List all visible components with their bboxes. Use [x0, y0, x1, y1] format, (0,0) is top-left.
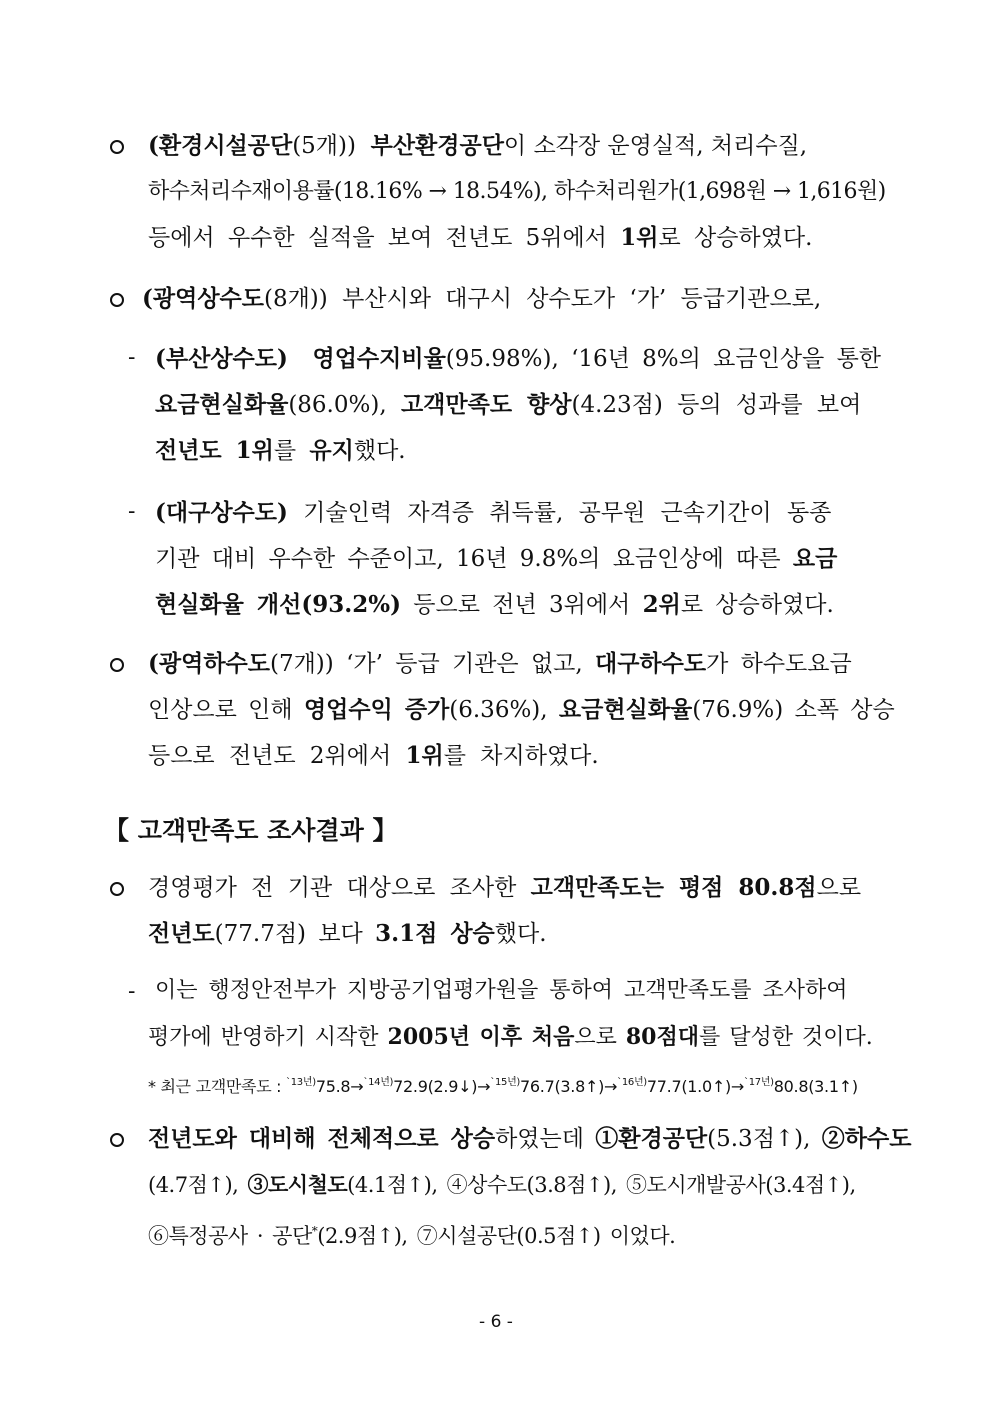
satisfaction-p3-line-3	[148, 1216, 675, 1251]
text: 인상으로 인해	[148, 697, 304, 723]
water-count: (8개))	[263, 286, 328, 312]
text: (4.1점↑), ④상수도(3.8점↑), ⑤도시개발공사(3.4점↑),	[347, 1173, 856, 1197]
sewer-line-2	[148, 695, 895, 725]
year: `16년)	[617, 1077, 647, 1088]
note-label: * 최근 고객만족도 :	[148, 1077, 287, 1096]
satisfaction-history-note	[148, 1071, 858, 1099]
text: 를	[273, 438, 310, 464]
text: 영업수지비율	[312, 345, 446, 372]
busan-line-3	[155, 436, 406, 466]
value: 80.8(3.1↑)	[773, 1077, 858, 1096]
circle-bullet-icon	[110, 140, 124, 154]
arrow: →	[350, 1077, 364, 1096]
year: `17년)	[744, 1077, 774, 1088]
text: 등으로 전년 3위에서	[400, 592, 643, 618]
text: ⑥특정공사 · 공단	[148, 1224, 312, 1248]
year: `13년)	[286, 1077, 316, 1088]
value: 75.8	[315, 1077, 351, 1096]
busan-line-1	[155, 344, 881, 374]
env-count: (5개))	[292, 133, 356, 159]
sewer-count: (7개))	[269, 651, 334, 677]
page-number: - 6 -	[479, 1312, 513, 1332]
text: 기술인력 자격증 취득률, 공무원 근속기간이 동종	[287, 500, 832, 526]
text: ②하수도	[821, 1125, 912, 1152]
env-line-2: 하수처리수재이용률(18.16% → 18.54%), 하수처리원가(1,698원 → 1,616원)	[148, 179, 886, 204]
year: `14년)	[363, 1077, 394, 1088]
satisfaction-p2-line-2	[148, 1022, 873, 1053]
section-heading: 【 고객만족도 조사결과 】	[104, 816, 398, 845]
text: 으로	[816, 875, 862, 901]
value: 77.7(1.0↑)	[646, 1077, 731, 1096]
value: 76.7(3.8↑)	[520, 1077, 605, 1096]
daegu-sewer: 대구하수도	[595, 650, 707, 677]
busan-line-2	[155, 390, 861, 420]
text: 평가에 반영하기 시작한	[148, 1025, 388, 1050]
dash-bullet-icon: -	[128, 979, 136, 1004]
text: 요금현실화율	[558, 696, 693, 723]
sewer-heading: (광역하수도	[148, 650, 270, 677]
sewer-line-3	[148, 741, 599, 771]
text: (86.0%),	[288, 392, 401, 418]
rank: 1위	[620, 224, 659, 251]
env-heading: (환경시설공단	[148, 132, 293, 159]
text: ③도시철도	[247, 1172, 348, 1197]
satisfaction-p3-line-1	[148, 1124, 911, 1154]
text: 전년도와 대비해 전체적으로 상승	[148, 1125, 496, 1152]
rank: 1위	[405, 742, 444, 769]
arrow: →	[477, 1077, 491, 1096]
text: 로 상승하였다.	[680, 592, 834, 618]
text: (5.3점↑),	[707, 1126, 822, 1152]
env-text: 이 소각장 운영실적, 처리수질,	[503, 133, 808, 159]
text: 고객만족도	[530, 874, 642, 901]
text: 경영평가 전 기관 대상으로 조사한	[148, 875, 531, 901]
text: 기관 대비 우수한 수준이고, 16년 9.8%의 요금인상에 따른	[155, 546, 793, 572]
text: 전년도	[148, 920, 215, 947]
circle-bullet-icon	[110, 293, 124, 307]
text: (4.7점↑),	[148, 1173, 248, 1197]
satisfaction-line-2	[148, 919, 547, 949]
text: 전년도 1위	[155, 437, 274, 464]
text: 80점대	[625, 1024, 699, 1050]
daegu-water: (대구상수도)	[155, 499, 288, 526]
text: 는	[641, 874, 679, 901]
text: 유지	[309, 437, 354, 464]
text: 등으로 전년도 2위에서	[148, 743, 406, 769]
busan-env-corp: 부산환경공단	[370, 132, 504, 159]
text: 요금현실화율	[155, 391, 289, 418]
satisfaction-line-1	[148, 873, 861, 903]
text: 영업수익 증가	[303, 696, 450, 723]
satisfaction-p3-line-2	[148, 1170, 856, 1200]
year: `15년)	[490, 1077, 521, 1088]
dash-bullet-icon: -	[128, 499, 136, 524]
text: 으로	[574, 1025, 626, 1050]
env-line-1	[148, 131, 896, 161]
text: 현실화율 개선	[155, 591, 302, 618]
text: 등에서 우수한 실적을 보여 전년도 5위에서	[148, 225, 621, 251]
text: 로 상승하였다.	[658, 225, 813, 251]
arrow: →	[604, 1077, 618, 1096]
circle-bullet-icon	[110, 658, 124, 672]
daegu-line-3	[155, 590, 834, 620]
text: 부산시와 대구시 상수도가 ‘가’ 등급기관으로,	[327, 286, 822, 312]
avg-score: 평점 80.8점	[678, 874, 817, 901]
text: 를 달성한 것이다.	[698, 1025, 873, 1050]
busan-water: (부산상수도)	[155, 345, 288, 372]
score-increase: 3.1점 상승	[375, 920, 495, 947]
dash-bullet-icon: -	[128, 345, 136, 370]
footnote-marker: *	[311, 1224, 318, 1238]
text: ①환경공단	[595, 1125, 708, 1152]
daegu-line-2	[155, 544, 837, 574]
text: 하였는데	[495, 1126, 596, 1152]
text: 고객만족도 향상	[400, 391, 572, 418]
sewer-line-1	[148, 649, 852, 679]
circle-bullet-icon	[110, 1133, 124, 1147]
text: 를 차지하였다.	[443, 743, 599, 769]
value: 72.9(2.9↓)	[393, 1077, 478, 1096]
env-line-3	[148, 223, 812, 253]
text: 했다.	[353, 438, 406, 464]
text: 가 하수도요금	[706, 651, 852, 677]
water-line-1	[142, 284, 821, 314]
daegu-line-1	[155, 498, 831, 528]
text: 2005년 이후 처음	[387, 1024, 575, 1050]
satisfaction-p2-line-1: 이는 행정안전부가 지방공기업평가원을 통하여 고객만족도를 조사하여	[155, 978, 848, 1003]
circle-bullet-icon	[110, 882, 124, 896]
text: (93.2%)	[301, 591, 401, 618]
text: (2.9점↑), ⑦시설공단(0.5점↑) 이었다.	[317, 1224, 676, 1248]
text: (77.7점) 보다	[214, 921, 376, 947]
arrow: →	[730, 1077, 744, 1096]
text: (4.23점) 등의 성과를 보여	[571, 392, 862, 418]
water-heading: (광역상수도	[142, 285, 264, 312]
text: (6.36%),	[449, 697, 559, 723]
text: (95.98%), ‘16년 8%의 요금인상을 통한	[445, 346, 882, 372]
rank: 2위	[642, 591, 681, 618]
text: ‘가’ 등급 기관은 없고,	[333, 651, 595, 677]
text: 요금	[792, 545, 838, 572]
text: (76.9%) 소폭 상승	[692, 697, 895, 723]
text: 했다.	[494, 921, 547, 947]
